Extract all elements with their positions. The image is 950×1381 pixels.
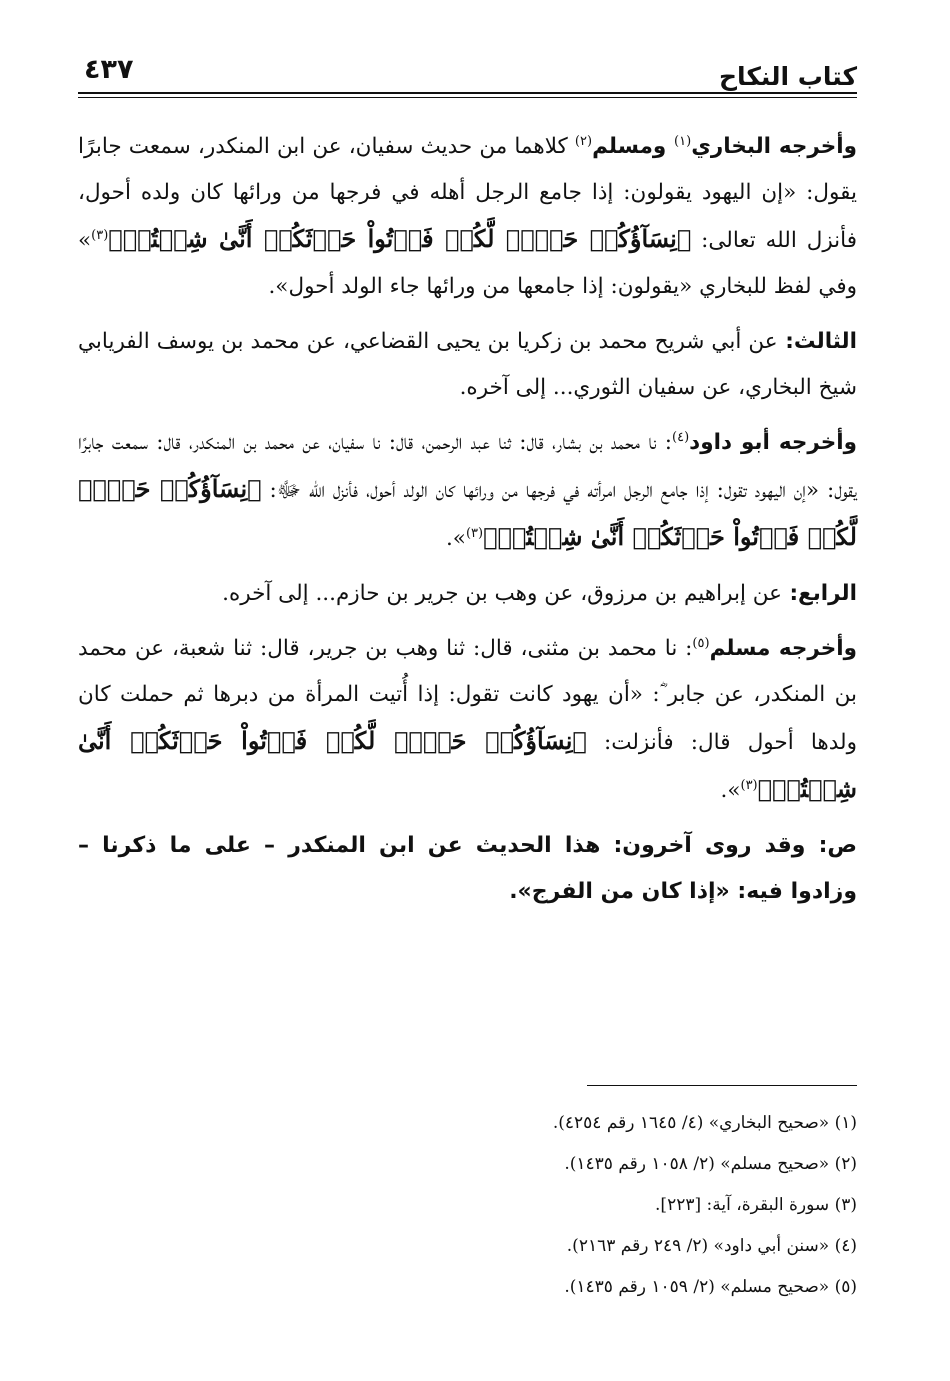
page-number: ٤٣٧ <box>84 54 134 85</box>
footnote-ref: (٤) <box>672 429 690 445</box>
footnote-ref: (٣) <box>465 525 484 541</box>
quran-verse: ﴿نِسَآؤُكُمۡ حَرۡثٞ لَّكُمۡ فَأۡتُواْ حَرۡثَكُمۡ أَنَّىٰ شِئۡتُمۡ﴾ <box>78 726 857 803</box>
footnotes <box>78 1103 857 1308</box>
page <box>78 0 857 1381</box>
quran-verse: ﴿نِسَآؤُكُمۡ حَرۡثٞ لَّكُمۡ فَأۡتُواْ حَرۡثَكُمۡ أَنَّىٰ شِئۡتُمۡ﴾ <box>78 474 857 551</box>
footnote-ref: (١) <box>674 133 692 149</box>
paragraph-tail: ». <box>720 778 741 803</box>
paragraph-lead: الرابع: <box>781 581 857 606</box>
footnote-ref: (٢) <box>574 133 593 149</box>
paragraph-text: كلاهما من حديث سفيان، عن ابن المنكدر، سمعت جابرًا يقول: «إن اليهود يقولون: إذا جامع الرجل أهله في فرجها من ورائها كان ولده أحول، فأنزل الله تعالى: <box>78 134 857 253</box>
book-title: كتاب النكاح <box>718 62 857 91</box>
footnote-ref: (٣) <box>91 227 109 243</box>
paragraph-fourth <box>78 571 857 617</box>
footnote-1: (١) «صحيح البخاري» (٤/ ١٦٤٥ رقم ٤٢٥٤). <box>552 1113 857 1133</box>
paragraph-text: عن إبراهيم بن مرزوق، عن وهب بن جرير بن حازم... إلى آخره. <box>222 581 782 606</box>
footnote-ref: (٥) <box>692 635 710 651</box>
paragraph-third <box>78 319 857 411</box>
paragraph-tail: » وفي لفظ للبخاري «يقولون: إذا جامعها من ورائها جاء الولد أحول». <box>78 228 857 299</box>
paragraph-muslim <box>78 626 857 814</box>
paragraph-lead: وأخرجه مسلم <box>709 636 858 661</box>
footnote-rule <box>587 1085 857 1086</box>
header-rule <box>78 92 857 98</box>
closing-statement: ص: وقد روى آخرون: هذا الحديث عن ابن المنكدر – على ما ذكرنا – وزادوا فيه: «إذا كان من الفرج». <box>78 833 857 904</box>
paragraph-abu-dawud <box>78 420 857 562</box>
footnote-4: (٤) «سنن أبي داود» (٢/ ٢٤٩ رقم ٢١٦٣). <box>566 1236 857 1256</box>
footnote-2: (٢) «صحيح مسلم» (٢/ ١٠٥٨ رقم ١٤٣٥). <box>564 1154 857 1174</box>
quran-verse: ﴿نِسَآؤُكُمۡ حَرۡثٞ لَّكُمۡ فَأۡتُواْ حَرۡثَكُمۡ أَنَّىٰ شِئۡتُمۡ﴾ <box>108 224 692 253</box>
paragraph-text: عن أبي شريح محمد بن زكريا بن يحيى القضاعي، عن محمد بن يوسف الفريابي شيخ البخاري، عن سفيان الثوري... إلى آخره. <box>78 329 857 400</box>
main-text <box>78 124 857 924</box>
paragraph-lead: الثالث: <box>777 329 857 354</box>
paragraph-bukhari-muslim <box>78 124 857 310</box>
paragraph-text: : نا محمد بن بشار، قال: ثنا عبد الرحمن، قال: نا سفيان، عن محمد بن المنكدر، قال: سمعت جابرًا يقول: «إن اليهود تقول: إذا جامع الرجل امرأته في فرجها من ورائها كان الولد أحول، فأنزل الله ﷻ: <box>78 430 857 503</box>
running-header <box>78 44 857 92</box>
paragraph-text: : نا محمد بن مثنى، قال: ثنا وهب بن جرير، قال: ثنا شعبة، عن محمد بن المنكدر، عن جابر ؓ: «أن يهود كانت تقول: إذا أُتيت المرأة من دبرها ثم حملت كان ولدها أحول قال: فأنزلت: <box>78 636 857 755</box>
footnote-5: (٥) «صحيح مسلم» (٢/ ١٠٥٩ رقم ١٤٣٥). <box>564 1277 857 1297</box>
footnote-3: (٣) سورة البقرة، آية: [٢٢٣]. <box>655 1195 857 1215</box>
paragraph-lead-2: ومسلم <box>592 134 675 159</box>
paragraph-lead: وأخرجه أبو داود <box>689 430 857 455</box>
footnote-ref: (٣) <box>740 777 758 793</box>
paragraph-tail: ». <box>445 526 466 551</box>
paragraph-lead: وأخرجه البخاري <box>691 134 857 159</box>
